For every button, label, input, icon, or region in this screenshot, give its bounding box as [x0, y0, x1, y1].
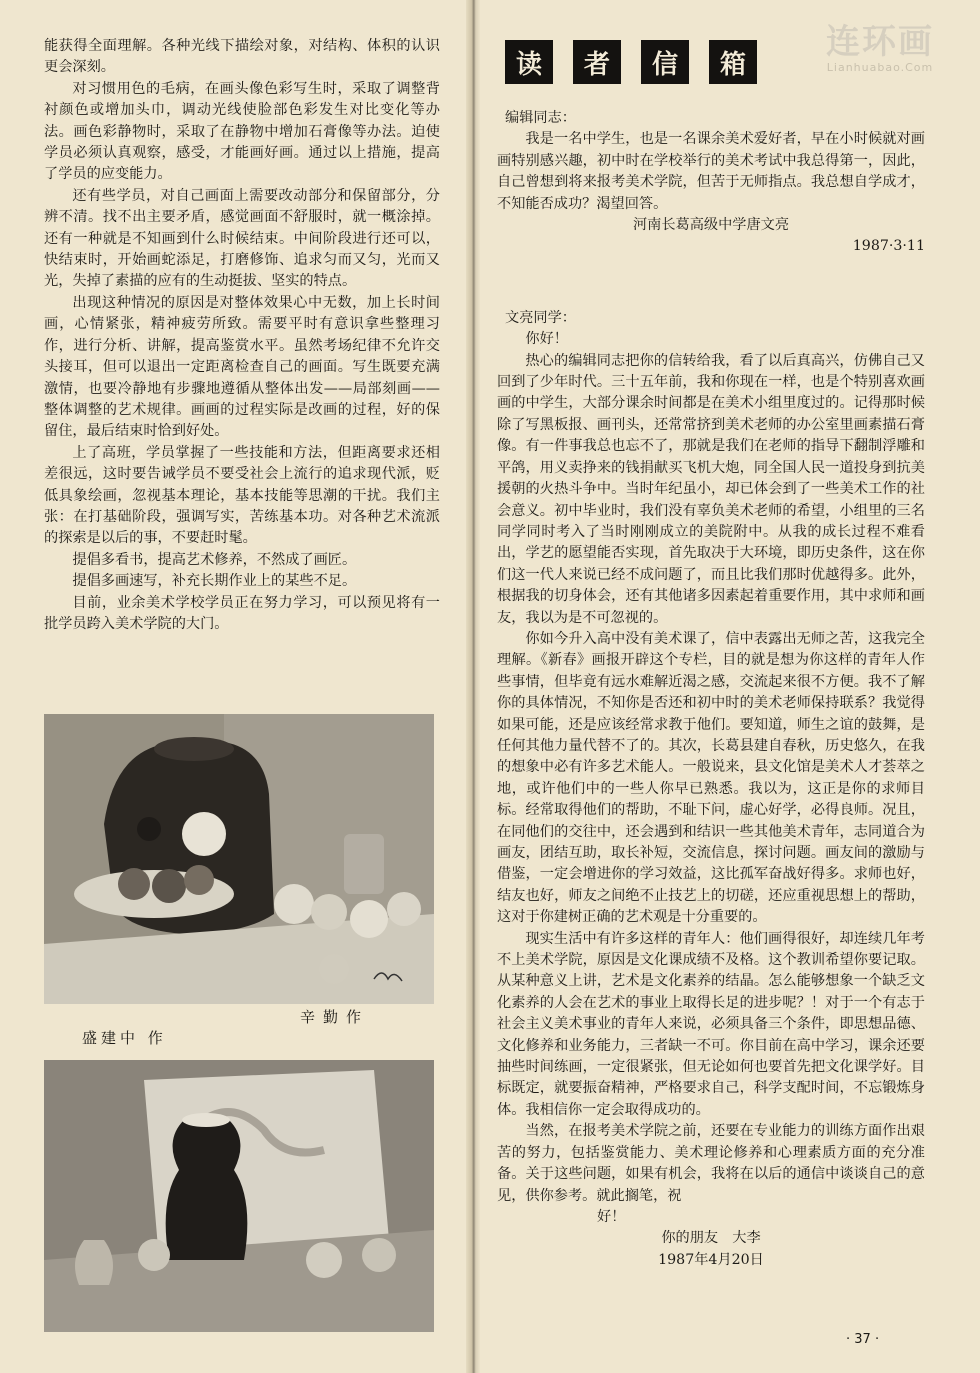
paragraph: 上了高班，学员掌握了一些技能和方法，但距离要求还相差很远，这时要告诫学员不要受社会上流行的追求现代派，贬低具象绘画，忽视基本理论，基本技能等思潮的干扰。我们主张：在打基础阶段，强调写实，苦练基本功。对各种艺术流派的探索是以后的事，不要赶时髦。 [44, 444, 440, 547]
watermark-latin: Lianhuabao.Com [826, 61, 934, 74]
reply-farewell: 好！ [597, 1208, 626, 1225]
reply-paragraph: 当然，在报考美术学院之前，还要在专业能力的训练方面作出艰苦的努力，包括鉴赏能力、美术理论修养和心理素质方面的充分准备。关于这些问题，如果有机会，我将在以后的通信中谈谈自己的意见，供你参考。就此搁笔，祝 [497, 1123, 925, 1204]
reader-letters-column [497, 108, 925, 1271]
site-watermark [790, 14, 970, 74]
paragraph: 还有些学员，对自己画面上需要改动部分和保留部分，分辨不清。找不出主要矛盾，感觉画面不舒服时，就一概涂掉。还有一种就是不知画到什么时候结束。中间阶段进行还可以，快结束时，开始画蛇添足，打磨修饰、追求匀而又匀，光而又光，失掉了素描的应有的生动挺拔、坚实的特点。 [44, 187, 440, 290]
reply-paragraph: 你如今升入高中没有美术课了，信中表露出无师之苦，这我完全理解。《新春》画报开辟这个专栏，目的就是想为你这样的青年人作些事情，但毕竟有远水难解近渴之感，交流起来很不方便。我不了解你的具体情况，不知你是否还和初中时的美术老师保持联系？我觉得如果可能，还是应该经常求教于他们。要知道，师生之谊的鼓舞，是任何其他力量代替不了的。其次，长葛县建自春秋，历史悠久，在我的想象中必有许多艺术能人。一般说来，县文化馆是美术人才荟萃之地，或许他们中的一些人你早已熟悉。我以为，这正是你的求师目标。经常取得他们的帮助，不耻下问，虚心好学，必得良师。况且，在同他们的交往中，还会遇到和结识一些其他美术青年，志同道合为画友，团结互助，取长补短，交流信息，探讨问题。画友间的激励与借鉴，一定会增进你的学习效益，这比孤军奋战好得多。求师也好，结友也好，师友之间绝不止技艺上的切磋，还应重视思想上的帮助，这对于你建树正确的艺术观是十分重要的。 [497, 630, 925, 926]
paragraph: 能获得全面理解。各种光线下描绘对象，对结构、体积的认识更会深刻。 [44, 38, 440, 76]
paragraph: 提倡多看书，提高艺术修养，不然成了画匠。 [72, 551, 357, 568]
watermark-chinese: 连环画 [826, 22, 934, 62]
reply-salutation: 文亮同学： [505, 309, 576, 326]
column-title [505, 40, 757, 84]
reply-paragraph: 现实生活中有许多这样的青年人：他们画得很好，却连续几年考不上美术学院，原因是文化课成绩不及格。这个教训希望你要记取。从某种意义上讲，艺术是文化素养的结晶。怎么能够想象一个缺乏文化素养的人会在艺术的事业上取得长足的进步呢？！对于一个有志于社会主义美术事业的青年人来说，必须具备三个条件，即思想品德、文化修养和业务能力，三者缺一不可。你目前在高中学习，课余还要抽些时间练画，一定很紧张，但无论如何也要首先把文化课学好。目标既定，就要振奋精神，严格要求自己，科学支配时间，不忘锻炼身体。我相信你一定会取得成功的。 [497, 930, 925, 1118]
painting-caption-top: 辛勤作 [300, 1008, 370, 1026]
reply-greeting: 你好！ [525, 331, 568, 348]
paragraph: 对习惯用色的毛病，在画头像色彩写生时，采取了调整背衬颜色或增加头巾，调动光线使脸部色彩发生对比变化等办法。画色彩静物时，采取了在静物中增加石膏像等办法。迫使学员必须认真观察，感受，才能画好画。通过以上措施，提高了学员的应变能力。 [44, 80, 440, 183]
letter-spacer [497, 258, 925, 308]
reply-date: 1987年4月20日 [658, 1251, 764, 1268]
title-char: 读 [505, 40, 553, 84]
paragraph: 提倡多画速写，补充长期作业上的某些不足。 [72, 573, 357, 590]
title-char: 信 [641, 40, 689, 84]
letter-signature: 河南长葛高级中学唐文亮 [632, 217, 790, 234]
reply-paragraph: 热心的编辑同志把你的信转给我，看了以后真高兴，仿佛自己又回到了少年时代。三十五年前，我和你现在一样，也是个特别喜欢画画的中学生，大部分课余时间都是在美术小组里度过的。记得那时候除了写黑板报、画刊头，还常常挤到美术老师的办公室里画素描石膏像。有一件事我总也忘不了，那就是我们在老师的指导下翻制浮雕和平鸽，用义卖挣来的钱捐献买飞机大炮，同全国人民一道投身到抗美援朝的火热斗争中。当时年纪虽小，却已体会到了一些美术工作的社会意义。初中毕业时，我们没有辜负美术老师的希望，小组里的三名同学同时考入了当时刚刚成立的美院附中。从我的成长过程不难看出，学艺的愿望能否实现，首先取决于大环境，即历史条件，这在你们这一代人来说已经不成问题了，而且比我们那时优越得多。此外，根据我的切身体会，还有其他诸多因素起着重要作用，其中求师和画友，我以为是不可忽视的。 [497, 352, 925, 626]
reply-signature: 你的朋友 大李 [661, 1230, 761, 1247]
letter-body: 我是一名中学生，也是一名课余美术爱好者，早在小时候就对画画特别感兴趣，初中时在学校举行的美术考试中我总得第一，因此，自己曾想到将来报考美术学院，但苦于无师指点。我总想自学成才，不知能否成功？渴望回答。 [497, 131, 925, 212]
painting-caption-bottom: 盛建中 作 [82, 1029, 167, 1047]
paragraph: 出现这种情况的原因是对整体效果心中无数，加上长时间画，心情紧张，精神疲劳所致。需要平时有意识拿些整理习作，进行分析、讲解，提高鉴赏水平。虽然考场纪律不允许交头接耳，但可以退出一定距离检查自己的画面。写生既要充满激情，也要冷静地有步骤地遵循从整体出发——局部刻画——整体调整的艺术规律。画画的过程实际是改画的过程，好的保留住，最后结束时恰到好处。 [44, 294, 440, 440]
title-char: 者 [573, 40, 621, 84]
letter-salutation: 编辑同志： [505, 110, 576, 126]
still-life-painting-bottom [44, 1060, 434, 1332]
page-gutter [466, 0, 480, 1373]
page-number: · 37 · [846, 1332, 880, 1347]
left-article-column [44, 36, 440, 635]
paragraph: 目前，业余美术学校学员正在努力学习，可以预见将有一批学员跨入美术学院的大门。 [44, 594, 440, 632]
still-life-painting-top [44, 714, 434, 1004]
letter-date: 1987·3·11 [852, 238, 925, 255]
title-char: 箱 [709, 40, 757, 84]
